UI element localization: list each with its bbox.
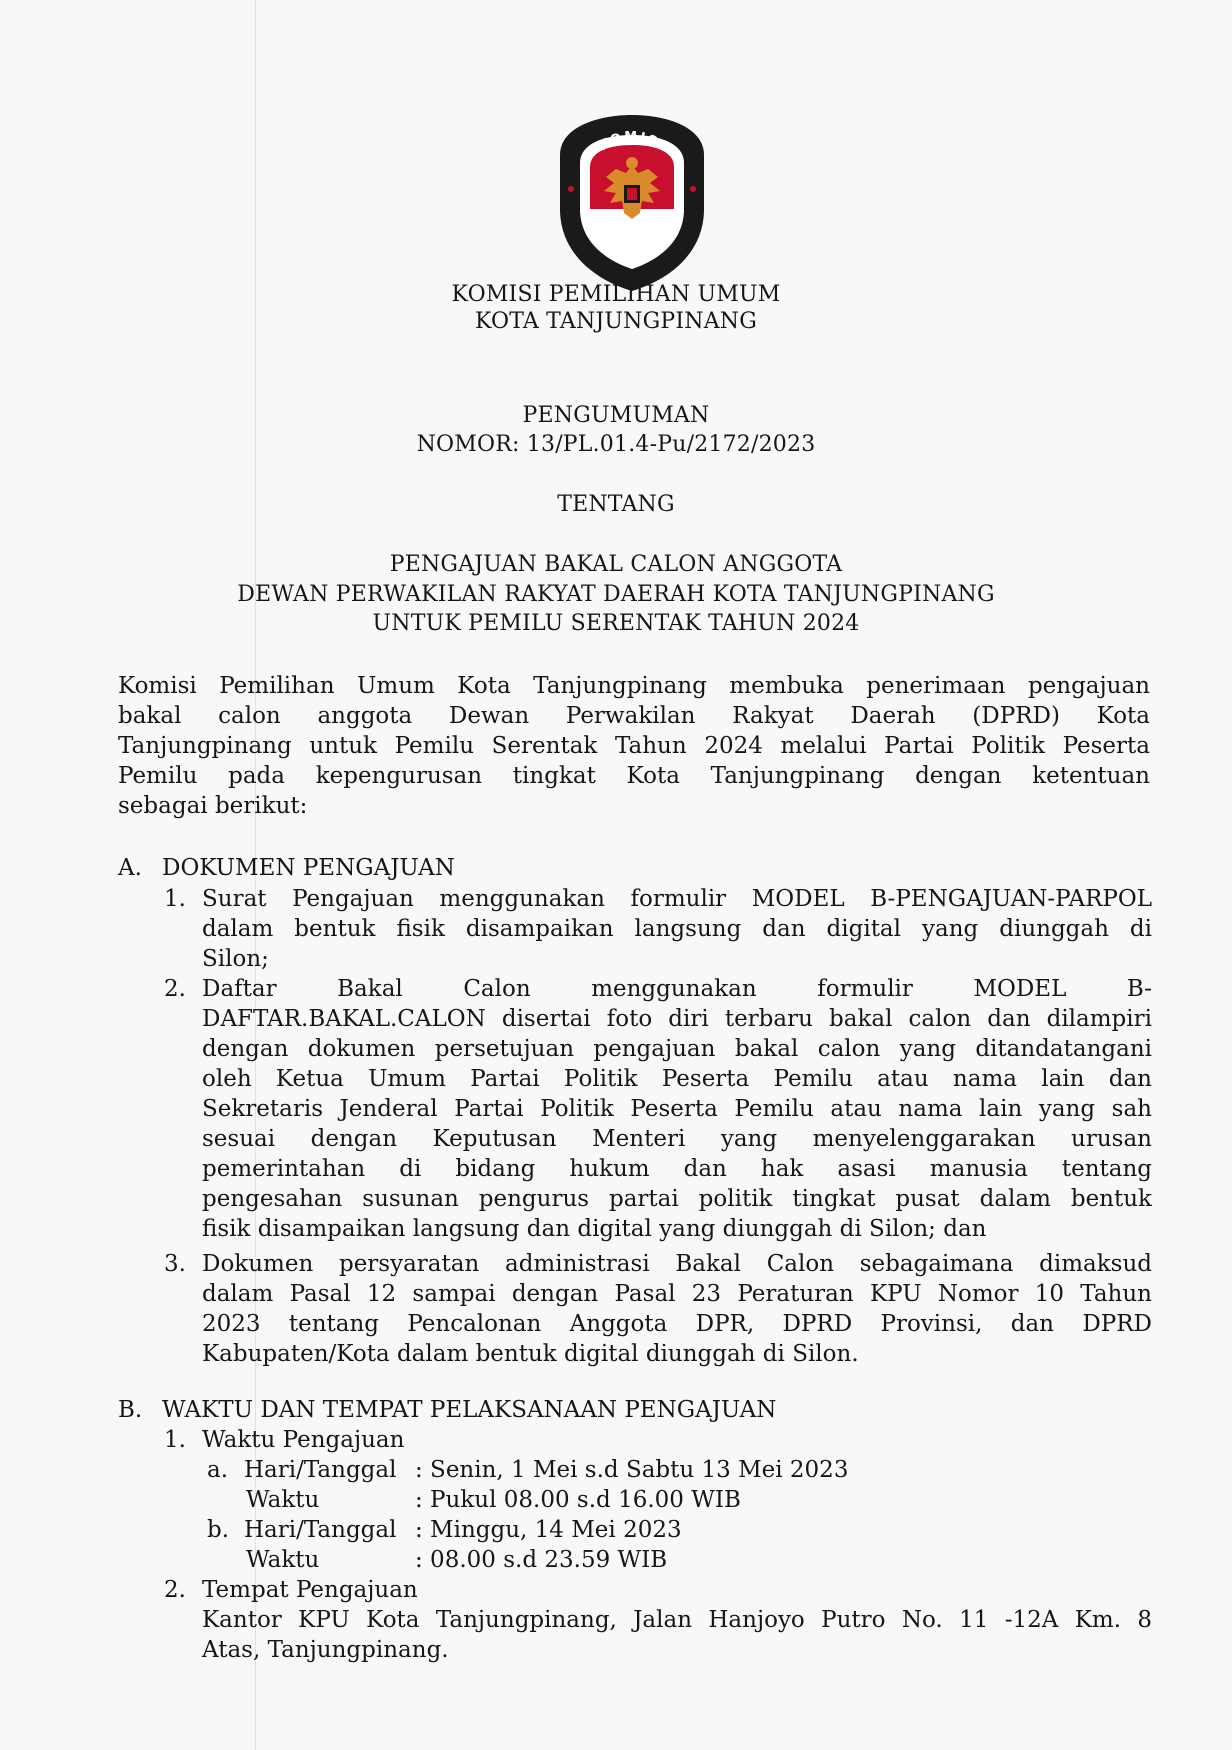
- item-title: Tempat Pengajuan: [202, 1577, 418, 1603]
- about-heading: TENTANG: [557, 492, 675, 517]
- intro-line: sebagai berikut:: [118, 793, 308, 819]
- logo-top-text: KOMISI: [596, 129, 669, 155]
- item-line: pemerintahan di bidang hukum dan hak asasi manusia tentang: [202, 1156, 1152, 1182]
- item-number: 2.: [164, 1577, 186, 1603]
- item-line: Surat Pengajuan menggunakan formulir MODEL B-PENGAJUAN-PARPOL: [202, 886, 1152, 912]
- item-number: 1.: [164, 886, 186, 912]
- schedule-value: : Pukul 08.00 s.d 16.00 WIB: [415, 1487, 741, 1513]
- intro-line: bakal calon anggota Dewan Perwakilan Rakyat Daerah (DPRD) Kota: [118, 703, 1150, 729]
- item-line: Silon;: [202, 946, 269, 972]
- doc-type: PENGUMUMAN: [522, 403, 710, 428]
- section-title: WAKTU DAN TEMPAT PELAKSANAAN PENGAJUAN: [162, 1397, 777, 1423]
- intro-line: Komisi Pemilihan Umum Kota Tanjungpinang membuka penerimaan pengajuan: [118, 673, 1150, 699]
- subject-line-3: UNTUK PEMILU SERENTAK TAHUN 2024: [372, 611, 860, 636]
- item-line: Atas, Tanjungpinang.: [202, 1637, 449, 1663]
- item-line: dalam bentuk fisik disampaikan langsung dan digital yang diunggah di: [202, 916, 1152, 942]
- item-title: Waktu Pengajuan: [202, 1427, 405, 1453]
- item-line: pengesahan susunan pengurus partai politik tingkat pusat dalam bentuk: [202, 1186, 1152, 1212]
- item-line: Daftar Bakal Calon menggunakan formulir MODEL B-: [202, 976, 1152, 1002]
- item-number: 2.: [164, 976, 186, 1002]
- section-letter: A.: [118, 855, 142, 881]
- item-number: 3.: [164, 1251, 186, 1277]
- item-line: dalam Pasal 12 sampai dengan Pasal 23 Peraturan KPU Nomor 10 Tahun: [202, 1281, 1152, 1307]
- schedule-value: : Minggu, 14 Mei 2023: [415, 1517, 682, 1543]
- section-title: DOKUMEN PENGAJUAN: [162, 855, 455, 881]
- schedule-label: Waktu: [246, 1547, 320, 1573]
- city-name: KOTA TANJUNGPINANG: [474, 309, 758, 334]
- intro-paragraph: [118, 671, 1150, 821]
- intro-line: Tanjungpinang untuk Pemilu Serentak Tahun 2024 melalui Partai Politik Peserta: [118, 733, 1150, 759]
- item-line: 2023 tentang Pencalonan Anggota DPR, DPRD Provinsi, dan DPRD: [202, 1311, 1152, 1337]
- schedule-value: : Senin, 1 Mei s.d Sabtu 13 Mei 2023: [415, 1457, 849, 1483]
- subject-line-1: PENGAJUAN BAKAL CALON ANGGOTA: [389, 552, 843, 577]
- item-line: fisik disampaikan langsung dan digital yang diunggah di Silon; dan: [202, 1216, 987, 1242]
- item-line: Dokumen persyaratan administrasi Bakal Calon sebagaimana dimaksud: [202, 1251, 1152, 1277]
- item-number: 1.: [164, 1427, 186, 1453]
- schedule-label: Hari/Tanggal: [244, 1517, 397, 1543]
- schedule-label: Waktu: [246, 1487, 320, 1513]
- institution-name: KOMISI PEMILIHAN UMUM: [451, 282, 781, 307]
- schedule-value: : 08.00 s.d 23.59 WIB: [415, 1547, 668, 1573]
- item-line: dengan dokumen persetujuan pengajuan bakal calon yang ditandatangani: [202, 1036, 1152, 1062]
- item-line: oleh Ketua Umum Partai Politik Peserta Pemilu atau nama lain dan: [202, 1066, 1152, 1092]
- section-letter: B.: [118, 1397, 143, 1423]
- schedule-marker: a.: [207, 1457, 229, 1483]
- doc-number: NOMOR: 13/PL.01.4-Pu/2172/2023: [416, 432, 816, 457]
- schedule-label: Hari/Tanggal: [244, 1457, 397, 1483]
- item-line: Kabupaten/Kota dalam bentuk digital diunggah di Silon.: [202, 1341, 859, 1367]
- subject-line-2: DEWAN PERWAKILAN RAKYAT DAERAH KOTA TANJUNGPINANG: [237, 582, 995, 607]
- item-line: Kantor KPU Kota Tanjungpinang, Jalan Hanjoyo Putro No. 11 -12A Km. 8: [202, 1607, 1152, 1633]
- item-line: DAFTAR.BAKAL.CALON disertai foto diri terbaru bakal calon dan dilampiri: [202, 1006, 1152, 1032]
- item-line: Sekretaris Jenderal Partai Politik Peserta Pemilu atau nama lain yang sah: [202, 1096, 1152, 1122]
- intro-line: Pemilu pada kepengurusan tingkat Kota Tanjungpinang dengan ketentuan: [118, 763, 1150, 789]
- schedule-marker: b.: [207, 1517, 230, 1543]
- kpu-logo: [554, 113, 710, 293]
- item-line: sesuai dengan Keputusan Menteri yang menyelenggarakan urusan: [202, 1126, 1152, 1152]
